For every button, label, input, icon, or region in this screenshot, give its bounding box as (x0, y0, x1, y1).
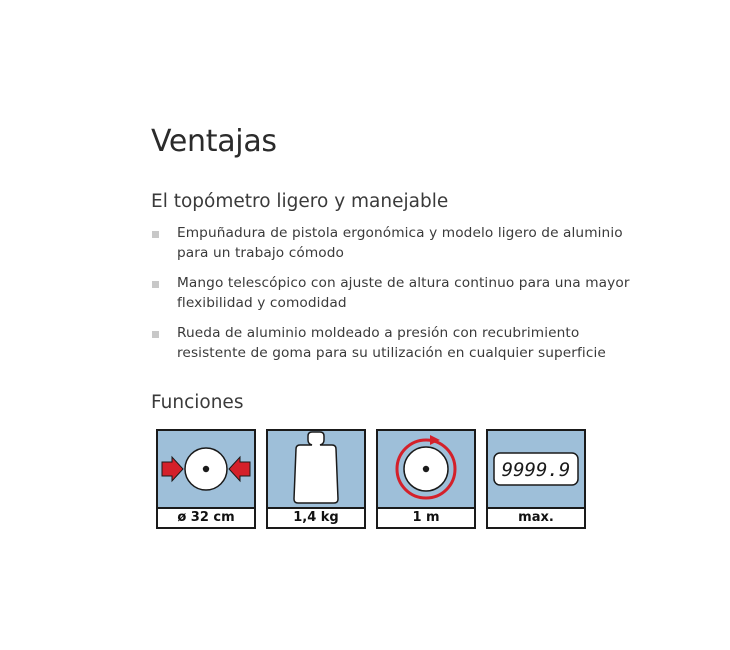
function-card-diameter (156, 429, 256, 529)
functions-heading: Funciones (151, 392, 244, 413)
section-subtitle: El topómetro ligero y manejable (151, 191, 449, 212)
list-item (151, 323, 651, 363)
bullet-square-icon (152, 331, 159, 338)
list-item-text: Empuñadura de pistola ergonómica y modelo ligero de aluminio para un trabajo cómodo (177, 225, 623, 261)
weight-icon (268, 431, 364, 509)
list-item-text: Rueda de aluminio moldeado a presión con recubrimiento resistente de goma para su utilización en cualquier superficie (177, 325, 606, 361)
digital-display-icon (488, 431, 584, 509)
list-item-text: Mango telescópico con ajuste de altura continuo para una mayor flexibilidad y comodidad (177, 275, 630, 311)
function-card-rotation (376, 429, 476, 529)
function-card-display (486, 429, 586, 529)
advantages-list (151, 223, 651, 373)
function-card-weight (266, 429, 366, 529)
function-caption: ø 32 cm (177, 510, 235, 525)
bullet-square-icon (152, 231, 159, 238)
wheel-rotation-icon (378, 431, 474, 509)
bullet-square-icon (152, 281, 159, 288)
wheel-diameter-icon (158, 431, 254, 509)
function-caption: 1,4 kg (293, 510, 339, 525)
list-item (151, 273, 651, 313)
function-caption: 1 m (412, 510, 440, 525)
function-caption: max. (518, 510, 554, 525)
display-value: 9999.9 (501, 459, 571, 481)
page-title: Ventajas (151, 124, 277, 159)
list-item (151, 223, 651, 263)
